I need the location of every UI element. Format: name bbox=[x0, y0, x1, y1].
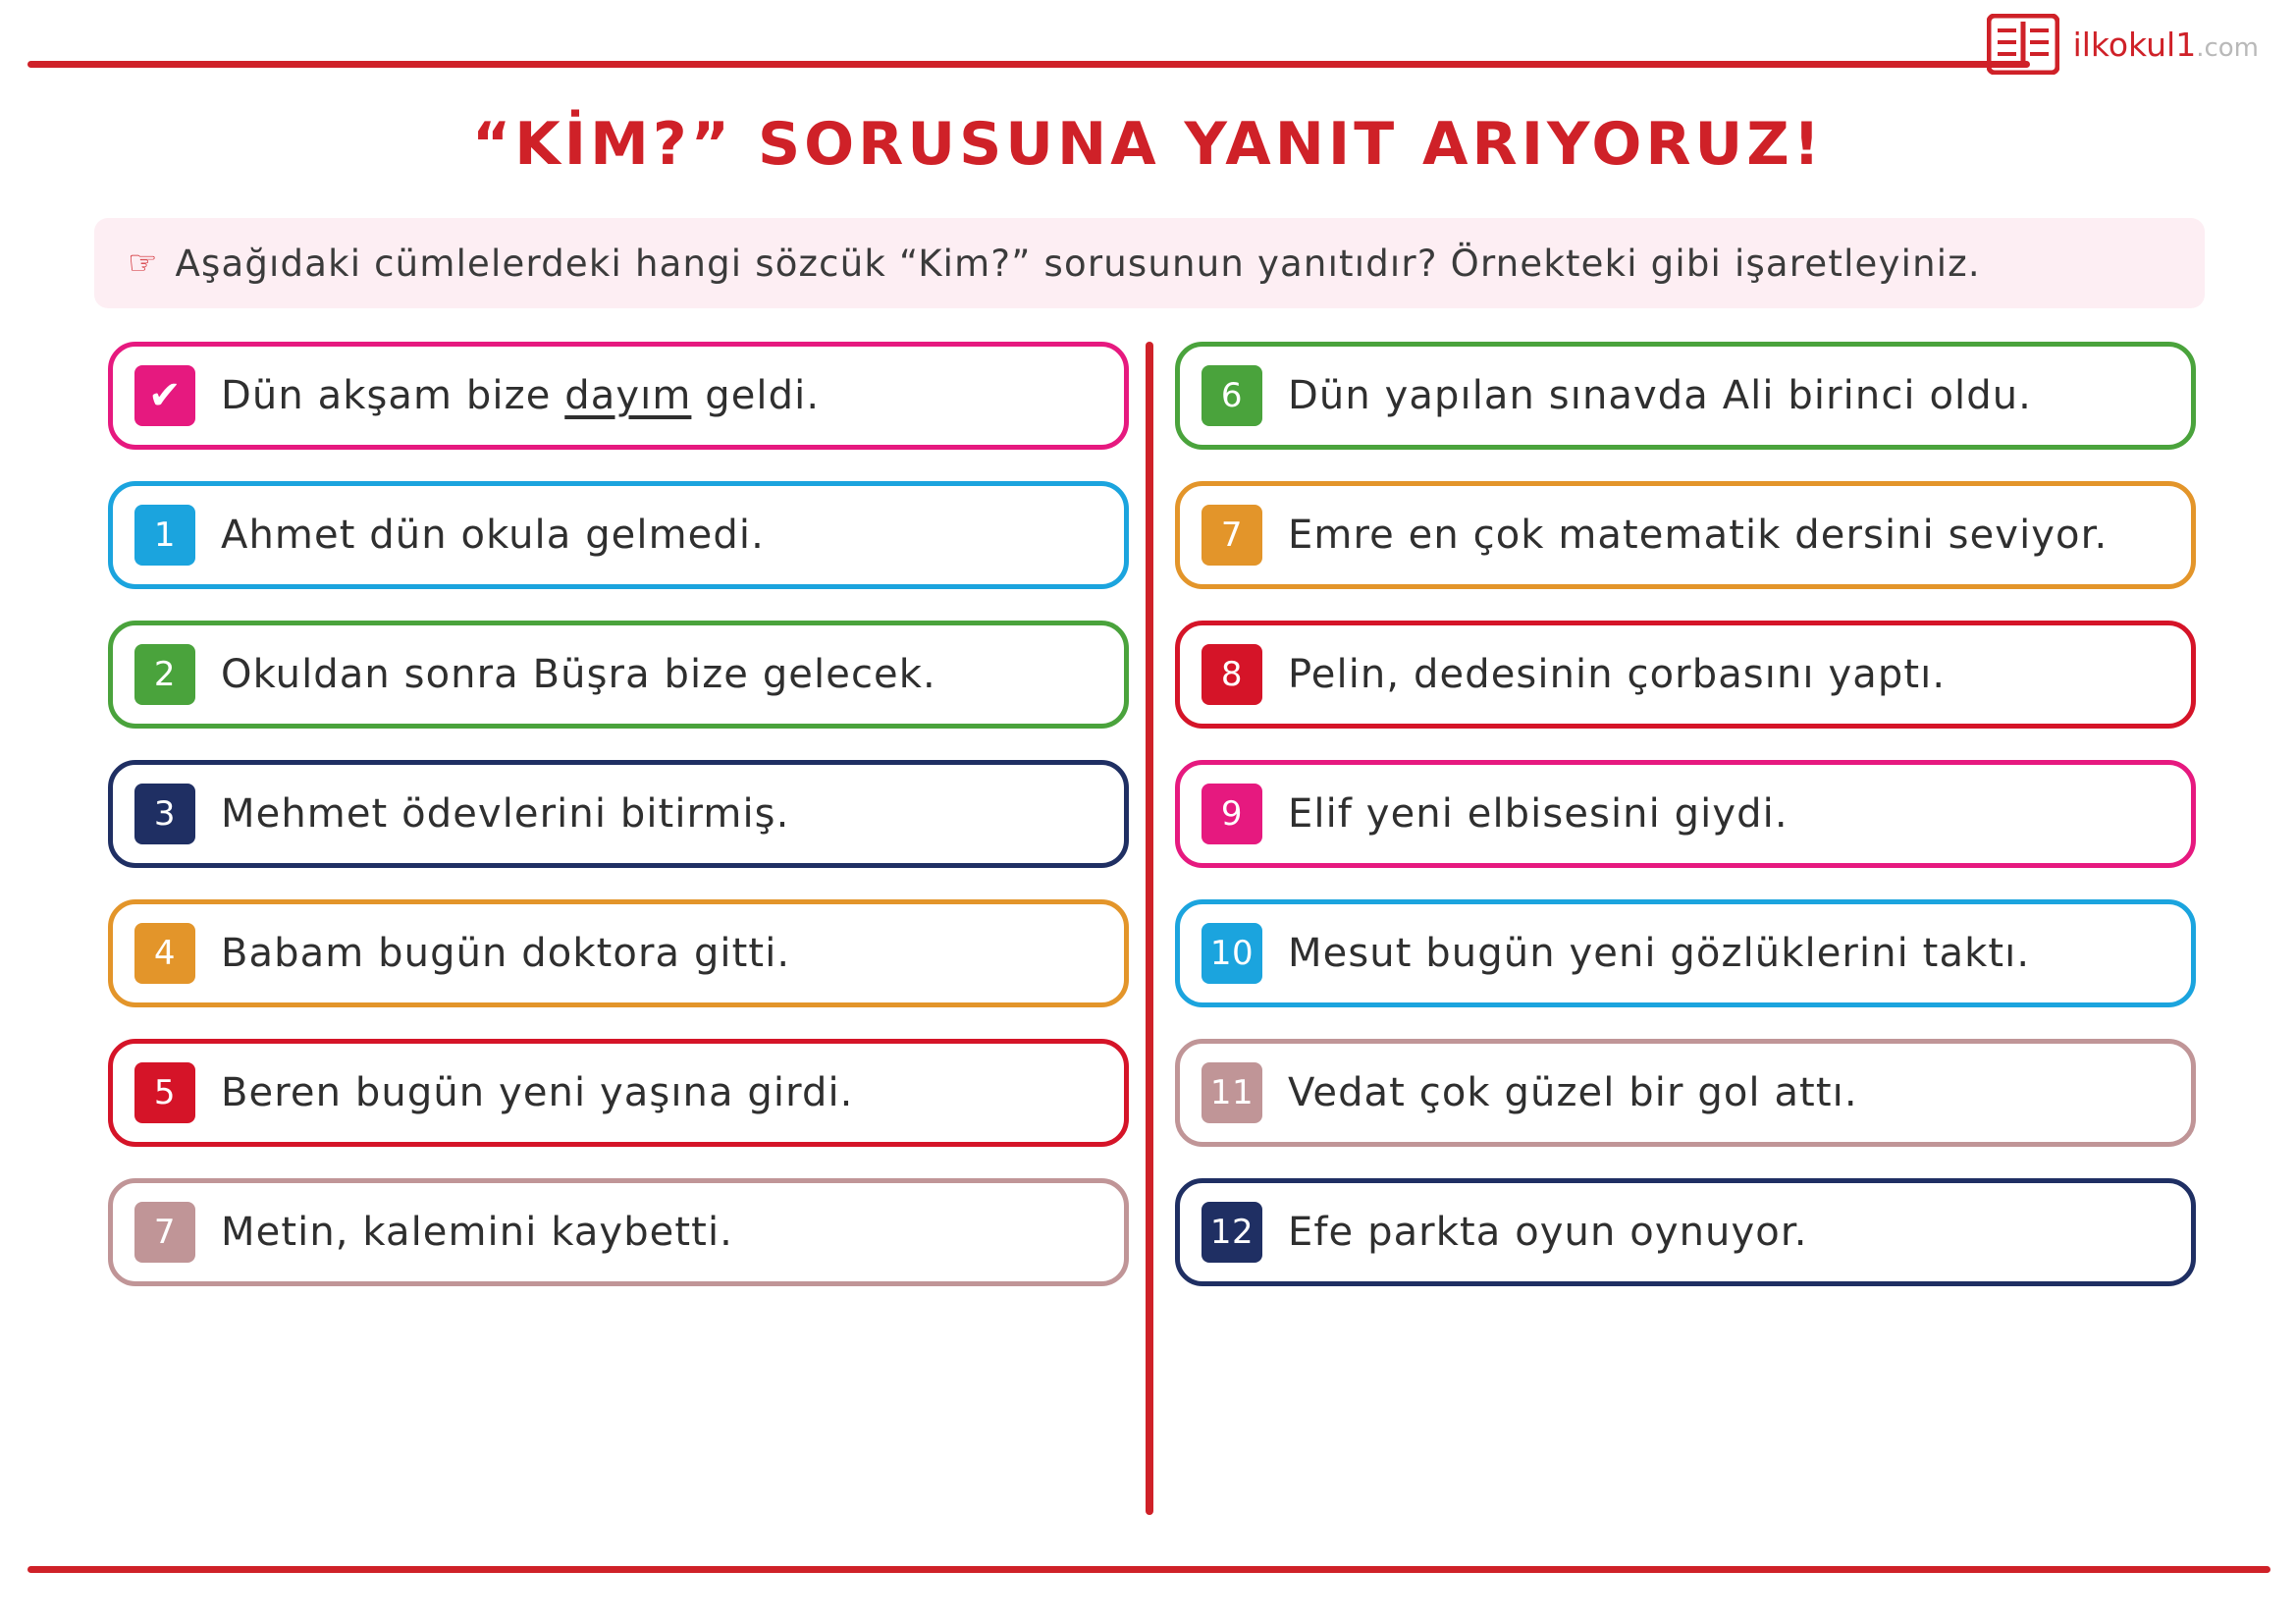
sentence-text: Dün akşam bize dayım geldi. bbox=[221, 373, 821, 418]
status-badge[interactable]: ✔ bbox=[134, 365, 195, 426]
list-item[interactable] bbox=[1175, 1039, 2196, 1147]
item-number-badge[interactable]: 1 bbox=[134, 505, 195, 566]
left-column bbox=[108, 342, 1129, 1318]
sentence-text: Beren bugün yeni yaşına girdi. bbox=[221, 1070, 854, 1115]
item-number-badge[interactable]: 3 bbox=[134, 784, 195, 844]
item-number-badge[interactable]: 5 bbox=[134, 1062, 195, 1123]
item-number-badge[interactable]: 7 bbox=[134, 1202, 195, 1263]
sentence-text: Okuldan sonra Büşra bize gelecek. bbox=[221, 652, 936, 697]
sentence-text: Mehmet ödevlerini bitirmiş. bbox=[221, 791, 790, 837]
list-item[interactable] bbox=[1175, 899, 2196, 1007]
list-item[interactable] bbox=[108, 342, 1129, 450]
brand-name-text: ilkokul1 bbox=[2072, 25, 2197, 64]
brand-logo[interactable] bbox=[1987, 14, 2259, 75]
right-column bbox=[1175, 342, 2196, 1318]
item-number-badge[interactable]: 10 bbox=[1201, 923, 1262, 984]
list-item[interactable] bbox=[108, 760, 1129, 868]
open-book-icon bbox=[1987, 14, 2059, 75]
instruction-text: Aşağıdaki cümlelerdeki hangi sözcük “Kim?” sorusunun yanıtıdır? Örnekteki gibi işaretleyiniz. bbox=[175, 242, 1981, 285]
sentence-text: Mesut bugün yeni gözlüklerini taktı. bbox=[1288, 931, 2031, 976]
item-number-badge[interactable]: 8 bbox=[1201, 644, 1262, 705]
item-number-badge[interactable]: 7 bbox=[1201, 505, 1262, 566]
list-item[interactable] bbox=[1175, 342, 2196, 450]
column-divider bbox=[1146, 342, 1153, 1515]
answer-underline: dayım bbox=[564, 373, 692, 418]
list-item[interactable] bbox=[108, 481, 1129, 589]
sentence-text: Dün yapılan sınavda Ali birinci oldu. bbox=[1288, 373, 2032, 418]
brand-name bbox=[2073, 26, 2259, 64]
list-item[interactable] bbox=[1175, 1178, 2196, 1286]
page-title: “KİM?” SORUSUNA YANIT ARIYORUZ! bbox=[471, 110, 1825, 179]
list-item[interactable] bbox=[1175, 481, 2196, 589]
item-number-badge[interactable]: 6 bbox=[1201, 365, 1262, 426]
list-item[interactable] bbox=[1175, 760, 2196, 868]
sentence-text: Elif yeni elbisesini giydi. bbox=[1288, 791, 1789, 837]
pointing-hand-icon: ☞ bbox=[128, 244, 158, 283]
sentence-text: Emre en çok matematik dersini seviyor. bbox=[1288, 513, 2109, 558]
instruction-banner bbox=[94, 218, 2205, 308]
item-number-badge[interactable]: 12 bbox=[1201, 1202, 1262, 1263]
sentence-text: Babam bugün doktora gitti. bbox=[221, 931, 791, 976]
sentence-text: Efe parkta oyun oynuyor. bbox=[1288, 1210, 1808, 1255]
brand-suffix: .com bbox=[2196, 32, 2259, 63]
list-item[interactable] bbox=[108, 1039, 1129, 1147]
sentence-text: Pelin, dedesinin çorbasını yaptı. bbox=[1288, 652, 1947, 697]
top-divider-rule bbox=[27, 61, 2030, 68]
bottom-divider-rule bbox=[27, 1566, 2270, 1573]
items-columns bbox=[0, 342, 2296, 1530]
list-item[interactable] bbox=[1175, 621, 2196, 729]
sentence-text: Ahmet dün okula gelmedi. bbox=[221, 513, 765, 558]
list-item[interactable] bbox=[108, 621, 1129, 729]
list-item[interactable] bbox=[108, 899, 1129, 1007]
list-item[interactable] bbox=[108, 1178, 1129, 1286]
item-number-badge[interactable]: 11 bbox=[1201, 1062, 1262, 1123]
item-number-badge[interactable]: 9 bbox=[1201, 784, 1262, 844]
sentence-text: Vedat çok güzel bir gol attı. bbox=[1288, 1070, 1858, 1115]
item-number-badge[interactable]: 4 bbox=[134, 923, 195, 984]
item-number-badge[interactable]: 2 bbox=[134, 644, 195, 705]
sentence-text: Metin, kalemini kaybetti. bbox=[221, 1210, 733, 1255]
